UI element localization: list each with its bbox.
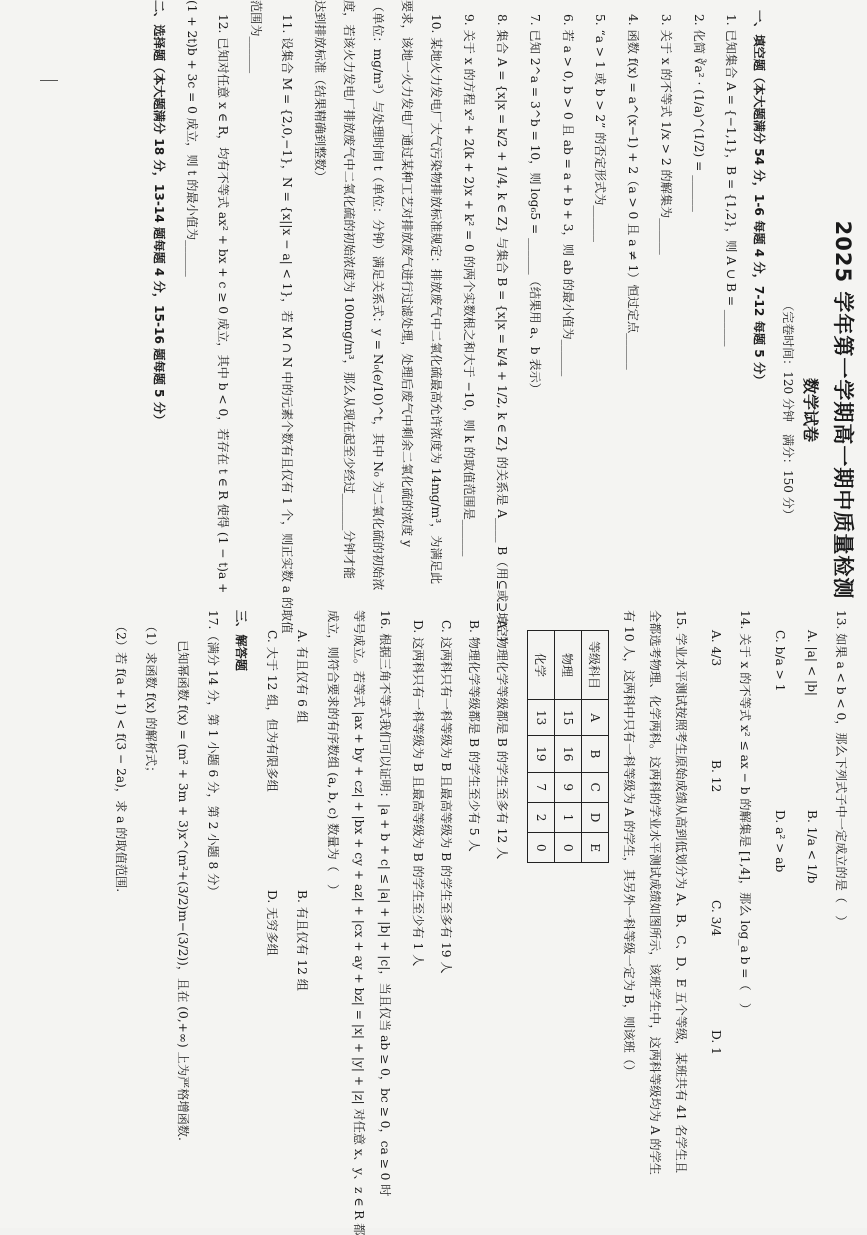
q13-option-a: A. |a| < |b| <box>805 630 819 697</box>
grade-table <box>527 630 609 863</box>
question-16-line-3: 成立，则符合要求的有序数组 (a, b, c) 数量为（ ） <box>326 610 340 897</box>
q16-option-d: D. 无穷多组 <box>265 890 279 956</box>
question-17-stem: 已知幂函数 f(x) = (m² + 3m + 3)x^(m²+(3/2)m−(3/2))，且在 (0,+∞) 上为严格增函数. <box>176 640 190 1141</box>
exam-title: 2025 学年第一学期高一期中质量检测 <box>831 220 855 600</box>
q14-option-b: B. 12 <box>709 760 723 793</box>
question-2: 2. 化简 ∛a² · (1/a)^(1/2) = ______ <box>692 14 706 212</box>
question-11-line-1: 11. 设集合 M = {2,0,−1}，N = {x||x − a| < 1}，若 M ∩ N 中的元素个数有且仅有 1 个，则正实数 a 的取值 <box>280 14 294 634</box>
q15-option-b: B. 物理化学等级都是 B 的学生至少有 5 人 <box>467 620 481 852</box>
section-1-heading: 一、填空题（本大题满分 54 分，1-6 每题 4 分，7-12 每题 5 分） <box>752 10 766 387</box>
table-cell: 15 <box>555 700 582 736</box>
q13-option-c: C. b/a > 1 <box>773 630 787 692</box>
section-2-heading: 二、选择题（本大题满分 18 分，13-14 题每题 4 分，15-16 题每题 5 分） <box>152 0 166 427</box>
section-3-heading: 三、解答题 <box>234 610 248 671</box>
question-16-line-1: 16. 根据三角不等式我们可以证明：|a + b + c| ≤ |a| + |b| + |c|，当且仅当 ab ≥ 0，bc ≥ 0，ca ≥ 0 时 <box>378 610 392 1197</box>
table-cell: 1 <box>555 802 582 833</box>
question-8: 8. 集合 A = {x|x = k/2 + 1/4, k ∈ Z} 与集合 B = {x|x = k/4 + 1/2, k ∈ Z} 的关系是 A____ B（用⊆或⊇填空） <box>495 14 509 649</box>
q16-option-c: C. 大于 12 组，但为有限多组 <box>265 630 279 792</box>
table-cell: 0 <box>555 833 582 863</box>
q15-option-d: D. 这两科只有一科等级为 B 且最高等级为 B 的学生至少有 1 人 <box>411 620 425 967</box>
table-row <box>528 631 555 863</box>
table-cell: 0 <box>528 833 555 863</box>
question-10-line-5: 达到排放标准（结果精确到整数） <box>313 0 327 183</box>
table-cell: 化学 <box>528 631 555 700</box>
table-header-cell: 等级科目 <box>582 631 609 700</box>
question-6: 6. 若 a > 0, b > 0 且 ab = a + b + 3，则 ab 的最小值为______ <box>561 14 575 377</box>
question-10-line-3: （单位：mg/m³）与处理时间 t（单位：分钟）满足关系式：y = N₀(e/10)^t，其中 N₀ 为二氧化硫的初始浓 <box>371 0 385 591</box>
table-header-cell: B <box>582 736 609 772</box>
q14-option-c: C. 3/4 <box>709 900 723 937</box>
question-11-line-2: 范围为______ <box>249 0 263 74</box>
exam-subtitle: 数学试卷 <box>801 377 820 442</box>
table-cell: 16 <box>555 736 582 772</box>
question-3: 3. 关于 x 的不等式 1/x > 2 的解集为______ <box>659 14 673 255</box>
table-header-row <box>582 631 609 863</box>
question-12-line-2: (1 + 2t)b + 3c = 0 成立，则 t 的最小值为______ <box>185 0 199 277</box>
question-9: 9. 关于 x 的方程 x² + 2(k + 2)x + k² = 0 的两个实数根之和大于 −10，则 k 的取值范围是______ <box>462 14 476 557</box>
q15-option-a: A. 物理化学等级都是 B 的学生至多有 12 人 <box>495 620 509 860</box>
table-cell: 13 <box>528 700 555 736</box>
q16-option-a: A. 有且仅有 6 组 <box>295 630 309 723</box>
question-15-line-3: 有 10 人，这两科中只有一科等级为 A 的学生，其另外一科等级一定为 B，则该班（） <box>622 610 636 1078</box>
table-cell: 物理 <box>555 631 582 700</box>
question-12-line-1: 12. 已知对任意 x ∈ R，均有不等式 ax² + bx + c ≥ 0 成立，其中 b < 0，若存在 t ∈ R 使得 (1 − t)a + <box>216 14 230 594</box>
table-cell: 9 <box>555 772 582 802</box>
table-header-cell: C <box>582 772 609 802</box>
table-cell: 19 <box>528 736 555 772</box>
table-cell: 2 <box>528 802 555 833</box>
question-7: 7. 已知 2^a = 3^b = 10，则 log₆5 = ______（结果用 a、b 表示） <box>528 14 542 395</box>
question-15-line-2: 全都选考物理、化学两科。这两科的学业水平测试成绩如图所示，该班学生中，这两科等级均为 A 的学生 <box>648 610 662 1175</box>
question-10-line-1: 10. 某地火力发电厂大气污染物排放标准规定：排放废气中二氧化硫最高允许浓度为 14mg/m³，为满足此 <box>429 14 443 585</box>
q14-option-a: A. 4/3 <box>709 630 723 667</box>
table-header-cell: D <box>582 802 609 833</box>
table-cell: 7 <box>528 772 555 802</box>
question-4: 4. 函数 f(x) = a^(x−1) + 2（a > 0 且 a ≠ 1）恒过定点______ <box>626 14 640 370</box>
q14-option-d: D. 1 <box>709 1030 723 1055</box>
q13-option-d: D. a² > ab <box>773 810 787 873</box>
table-header-cell: E <box>582 833 609 863</box>
q15-option-c: C. 这两科只有一科等级为 B 且最高等级为 B 的学生至多有 19 人 <box>439 620 453 974</box>
question-14: 14. 关于 x 的不等式 x² ≤ ax − b 的解集是 [1,4]，那么 log_a b =（ ） <box>738 610 752 1016</box>
table-header-cell: A <box>582 700 609 736</box>
exam-meta: （完卷时间：120 分钟 满分：150 分） <box>781 299 795 521</box>
question-10-line-2: 要求，该地一火力发电厂通过某种工艺对排放废气进行过滤处理，处理后废气中剩余二氧化硫的浓度 y <box>400 0 414 548</box>
question-5: 5. “a > 1 或 b > 2” 的否定形式为______ <box>593 14 607 242</box>
question-15-line-1: 15. 学业水平测试按照考生原始成绩从高到低划分为 A、B、C、D、E 五个等级，某班共有 41 名学生且 <box>674 610 688 1174</box>
question-17-part-2: （2）若 f(a + 1) < f(3 − 2a)，求 a 的取值范围. <box>114 620 128 893</box>
question-16-line-2: 等号成立。若等式 |ax + by + cz| + |bx + cy + az| + |cx + ay + bz| = |x| + |y| + |z| 对任意 x、y、z ∈ R 都 <box>352 610 366 1235</box>
question-1: 1. 已知集合 A = {−1,1}，B = {1,2}，则 A ∪ B = ______ <box>724 14 738 347</box>
question-17-header: 17.（满分 14 分，第 1 小题 6 分，第 2 小题 8 分） <box>206 610 220 898</box>
question-10-line-4: 度，若该火力发电厂排放废气中二氧化硫的初始浓度为 100mg/m³，那么从现在起至少经过______分钟才能 <box>342 0 356 579</box>
question-17-part-1: （1）求函数 f(x) 的解析式； <box>144 620 158 779</box>
q13-option-b: B. 1/a < 1/b <box>805 810 819 884</box>
question-13: 13. 如果 a < b < 0，那么下列式子中一定成立的是（ ） <box>834 610 848 928</box>
right-column <box>0 610 867 1235</box>
table-row <box>555 631 582 863</box>
q16-option-b: B. 有且仅有 12 组 <box>295 890 309 991</box>
